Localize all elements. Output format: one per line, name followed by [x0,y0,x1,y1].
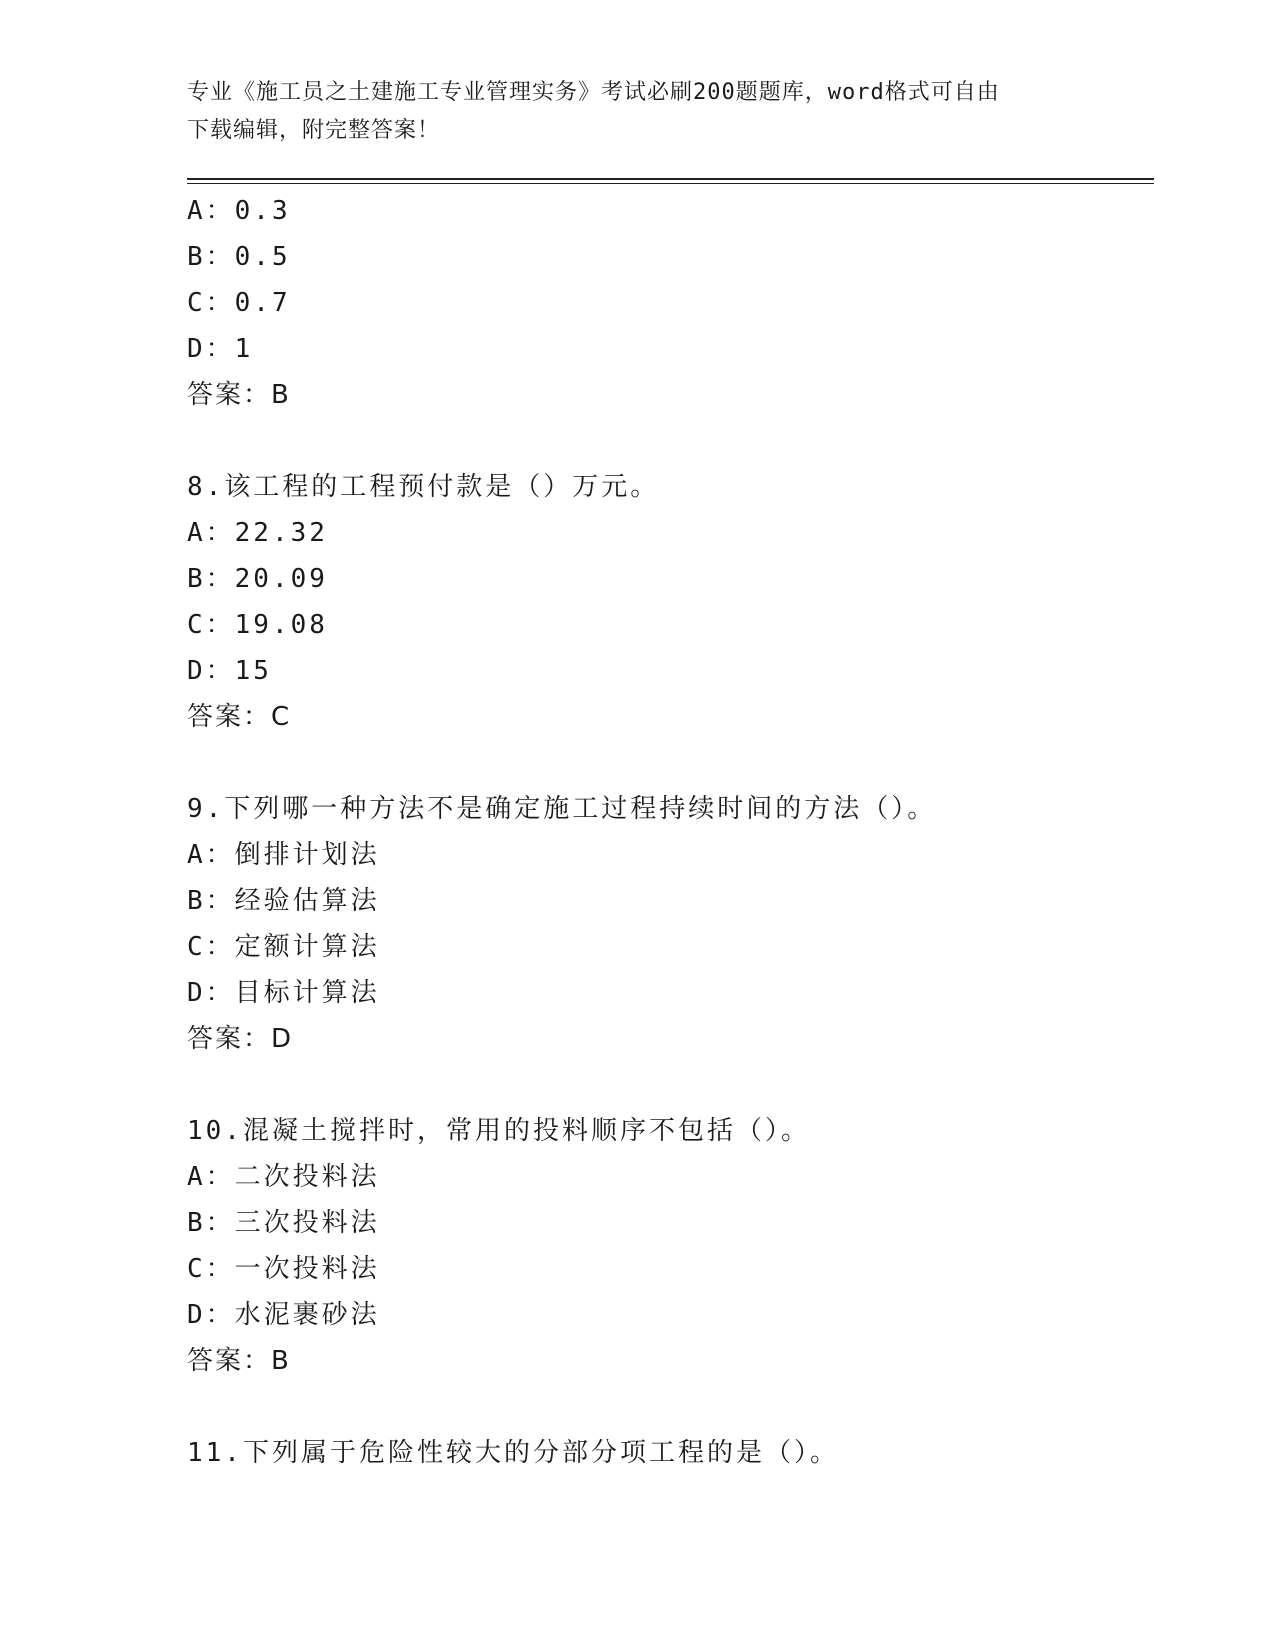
spacer [187,418,1147,464]
answer-line: 答案：D [187,1024,294,1054]
spacer [187,1062,1147,1108]
question-text: 11.下列属于危险性较大的分部分项工程的是（）。 [187,1438,839,1468]
option-b: B：三次投料法 [187,1208,380,1238]
answer-line: 答案：B [187,1346,291,1376]
option-c: C：一次投料法 [187,1254,380,1284]
option-a: A：倒排计划法 [187,840,380,870]
option-a: A：22.32 [187,518,328,548]
question-block-7 [187,188,1147,418]
option-c: C：定额计算法 [187,932,380,962]
question-text: 8.该工程的工程预付款是（）万元。 [187,472,660,502]
header-divider-thin [187,183,1154,184]
question-block-11 [187,1430,1147,1476]
option-b: B：0.5 [187,242,291,272]
option-c: C：0.7 [187,288,291,318]
spacer [187,1384,1147,1430]
header-line-1: 专业《施工员之土建施工专业管理实务》考试必刷200题题库，word格式可自由 [187,80,1000,105]
option-b: B：20.09 [187,564,328,594]
document-header [187,74,1087,150]
question-text: 10.混凝土搅拌时，常用的投料顺序不包括（）。 [187,1116,810,1146]
option-b: B：经验估算法 [187,886,380,916]
answer-line: 答案：B [187,380,291,410]
answer-line: 答案：C [187,702,292,732]
option-c: C：19.08 [187,610,328,640]
question-list [187,188,1147,1476]
question-block-10 [187,1108,1147,1384]
header-line-2: 下载编辑，附完整答案！ [187,118,441,143]
option-d: D：目标计算法 [187,978,380,1008]
option-d: D：水泥裹砂法 [187,1300,380,1330]
question-block-8 [187,464,1147,740]
option-a: A：0.3 [187,196,291,226]
option-a: A：二次投料法 [187,1162,380,1192]
header-divider-thick [187,178,1154,180]
question-text: 9.下列哪一种方法不是确定施工过程持续时间的方法（）。 [187,794,937,824]
option-d: D：15 [187,656,272,686]
option-d: D：1 [187,334,254,364]
spacer [187,740,1147,786]
question-block-9 [187,786,1147,1062]
